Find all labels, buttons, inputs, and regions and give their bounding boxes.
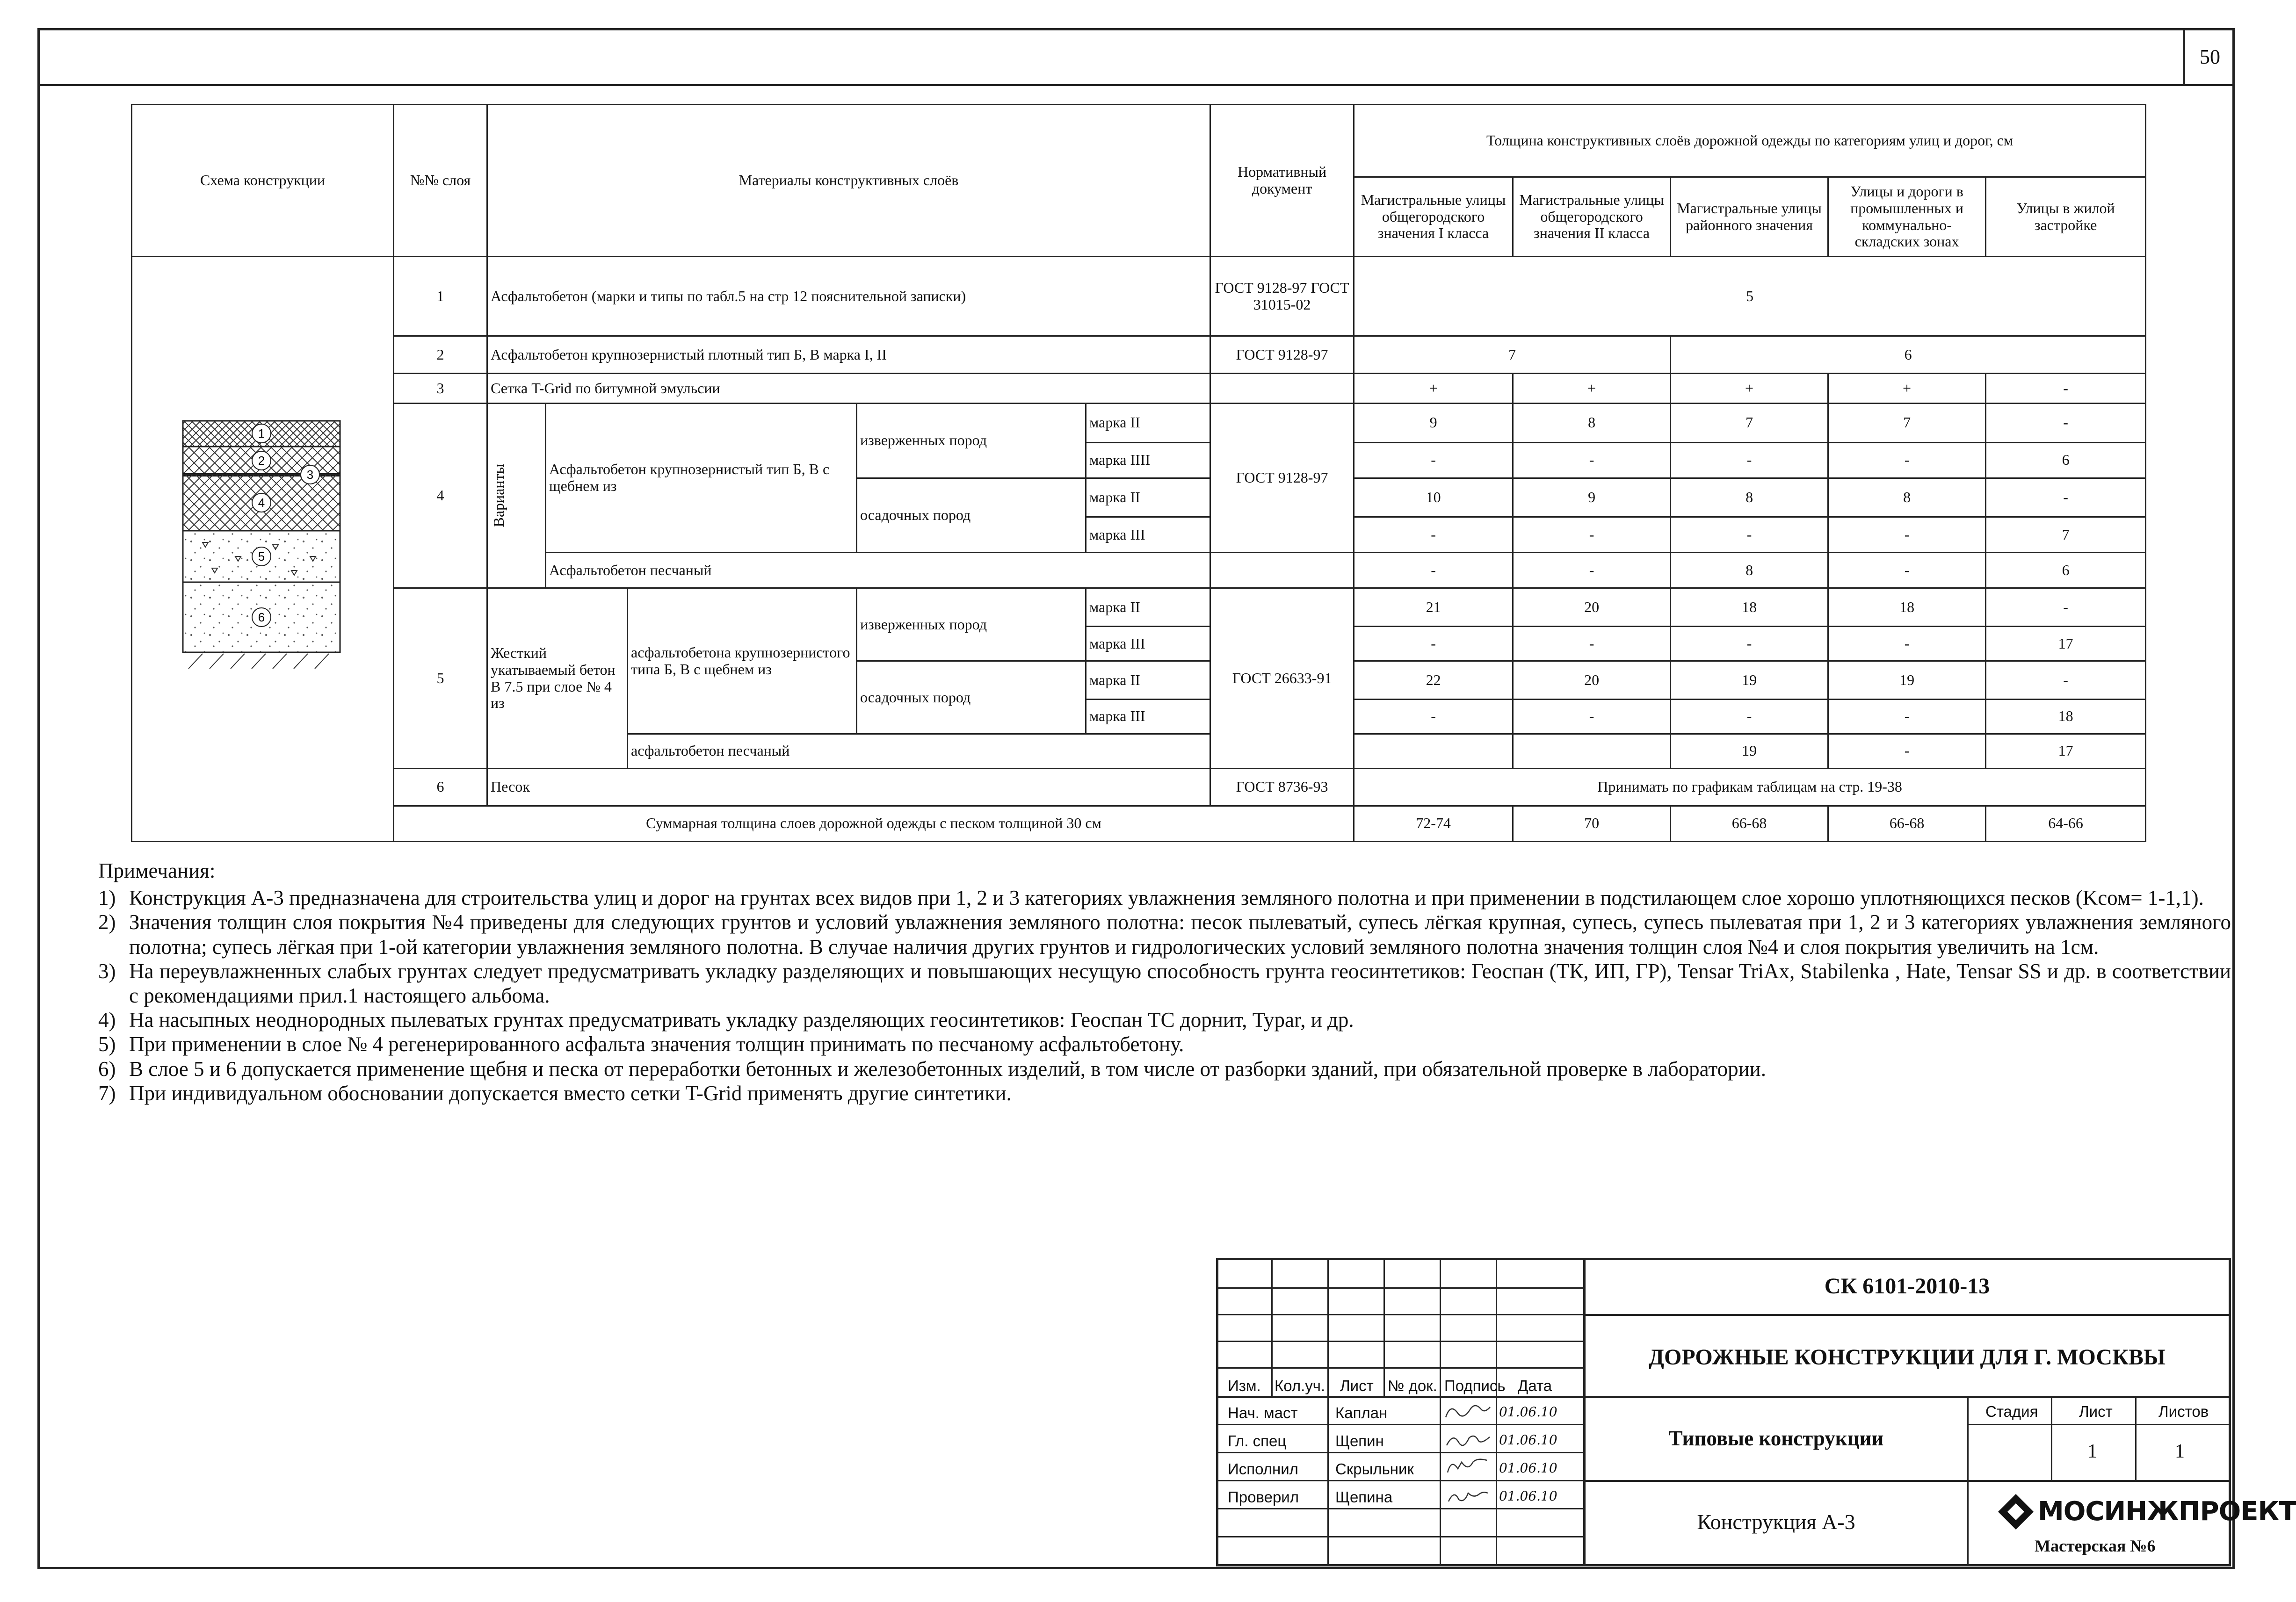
layer2-no: 2 xyxy=(394,336,487,374)
layer5-sub-material: асфальтобетона крупнозернистого типа Б, В с щебнем из xyxy=(628,588,857,734)
layer1-doc: ГОСТ 9128-97 ГОСТ 31015-02 xyxy=(1210,257,1354,336)
layer5-value: 21 xyxy=(1354,588,1513,627)
total-value: 66-68 xyxy=(1671,806,1828,841)
layer3-doc xyxy=(1210,374,1354,404)
note-item: 6) В слое 5 и 6 допускается применение щебня и песка от переработки бетонных и железобетонных изделий, в том числе от разборки зданий, при обязательной проверке в лаборатории. xyxy=(98,1057,1766,1081)
layer5-rock-igneous: изверженных пород xyxy=(857,588,1086,661)
tb-name: Щепина xyxy=(1335,1488,1393,1506)
header-norm-doc: Нормативный документ xyxy=(1210,105,1354,257)
layer5-grade: марка II xyxy=(1086,588,1210,627)
tb-date: 01.06.10 xyxy=(1499,1404,1557,1420)
layer4-value: - xyxy=(1828,517,1986,553)
tb-col-header: № док. xyxy=(1388,1377,1437,1394)
layer4-value: - xyxy=(1513,517,1671,553)
layer4-variants: Варианты xyxy=(487,404,546,588)
tb-col-header: Дата xyxy=(1518,1377,1552,1394)
layer4-value: 6 xyxy=(1986,442,2146,478)
sheet-number: 1 xyxy=(2087,1441,2097,1462)
layer4-sand-value: - xyxy=(1354,553,1513,588)
layer5-value: - xyxy=(1513,627,1671,661)
tb-role: Исполнил xyxy=(1228,1460,1298,1478)
sheets-label: Листов xyxy=(2158,1403,2209,1420)
company-name: МОСИНЖПРОЕКТ xyxy=(2038,1496,2296,1527)
layer1-value: 5 xyxy=(1354,257,2146,336)
layer4-sand-label: Асфальтобетон песчаный xyxy=(546,553,1210,588)
layer4-value: 10 xyxy=(1354,478,1513,517)
layer5-sand-value: - xyxy=(1828,734,1986,768)
layer5-no: 5 xyxy=(394,588,487,768)
layer5-rock-sedimentary: осадочных пород xyxy=(857,661,1086,734)
layer5-value: - xyxy=(1513,699,1671,734)
top-border-line xyxy=(37,84,2235,86)
layer5-sand-value xyxy=(1354,734,1513,768)
tb-date: 01.06.10 xyxy=(1499,1432,1557,1448)
layer4-rock-sedimentary: осадочных пород xyxy=(857,478,1086,553)
layer4-value: - xyxy=(1986,478,2146,517)
layer5-value: - xyxy=(1671,699,1828,734)
layer2-value-a: 7 xyxy=(1354,336,1671,374)
layer4-sand-doc xyxy=(1210,553,1354,588)
layer5-value: 18 xyxy=(1986,699,2146,734)
layer4-value: - xyxy=(1671,442,1828,478)
construction-name: Конструкция А-3 xyxy=(1697,1510,1855,1534)
note-item: 7) При индивидуальном обосновании допускается вместо сетки T-Grid применять другие синтетики. xyxy=(98,1081,1012,1105)
tb-name: Скрыльник xyxy=(1335,1460,1414,1478)
layer4-grade: марка II xyxy=(1086,478,1210,517)
layer3-value: + xyxy=(1828,374,1986,404)
header-materials: Материалы конструктивных слоёв xyxy=(487,105,1210,257)
scheme-label-5: 5 xyxy=(258,549,265,563)
layer5-value: 17 xyxy=(1986,627,2146,661)
layer3-no: 3 xyxy=(394,374,487,404)
doc-title: ДОРОЖНЫЕ КОНСТРУКЦИИ ДЛЯ Г. МОСКВЫ xyxy=(1648,1345,2166,1370)
layer4-value: 7 xyxy=(1671,404,1828,443)
layer4-value: 8 xyxy=(1671,478,1828,517)
total-value: 64-66 xyxy=(1986,806,2146,841)
layer3-value: - xyxy=(1986,374,2146,404)
layer4-value: - xyxy=(1354,517,1513,553)
tb-col-header: Кол.уч. xyxy=(1275,1377,1325,1394)
layer4-value: 9 xyxy=(1513,478,1671,517)
layer5-value: 18 xyxy=(1671,588,1828,627)
layer5-value: - xyxy=(1986,588,2146,627)
layer6-material: Песок xyxy=(487,768,1210,806)
layers-table xyxy=(131,104,2146,842)
tb-col-header: Изм. xyxy=(1228,1377,1261,1394)
layer4-value: 7 xyxy=(1828,404,1986,443)
scheme-label-1: 1 xyxy=(258,426,265,440)
tb-name: Каплан xyxy=(1335,1404,1388,1422)
layer4-sand-value: - xyxy=(1828,553,1986,588)
tb-role: Гл. спец xyxy=(1228,1432,1287,1450)
header-category-1: Магистральные улицы общегородского значения I класса xyxy=(1354,177,1513,257)
layer3-value: + xyxy=(1354,374,1513,404)
layer4-sand-value: 6 xyxy=(1986,553,2146,588)
header-category-5: Улицы в жилой застройке xyxy=(1986,177,2146,257)
layer5-value: 22 xyxy=(1354,661,1513,700)
doc-code: СК 6101-2010-13 xyxy=(1824,1274,1990,1299)
total-label: Суммарная толщина слоев дорожной одежды с песком толщиной 30 см xyxy=(394,806,1354,841)
header-thickness-group: Толщина конструктивных слоёв дорожной одежды по категориям улиц и дорог, см xyxy=(1354,105,2146,177)
sheets-count: 1 xyxy=(2175,1441,2185,1462)
note-item: 2) Значения толщин слоя покрытия №4 приведены для следующих грунтов и условий увлажнения земляного полотна: песок пылеватый, супесь лёгкая крупная, супесь, супесь пылеватая при 1, 2 и 3 категориях увлажнения земляного полотна; супесь лёгкая при 1-ой категории увлажнения земляного полотна. В случае наличия других грунтов и гидрологических условий земляного полотна значения толщин слоя №4 и слоя покрытия увеличить на 1см. xyxy=(98,910,2231,959)
doc-subtitle: Типовые конструкции xyxy=(1668,1427,1884,1450)
layer4-doc: ГОСТ 9128-97 xyxy=(1210,404,1354,553)
layer6-value: Принимать по графикам таблицам на стр. 19-38 xyxy=(1354,768,2146,806)
layer5-value: 18 xyxy=(1828,588,1986,627)
layer4-material: Асфальтобетон крупнозернистый тип Б, В с щебнем из xyxy=(546,404,857,553)
stage-label: Стадия xyxy=(1985,1403,2038,1420)
workshop-name: Мастерская №6 xyxy=(2035,1537,2156,1555)
layer5-value: - xyxy=(1828,699,1986,734)
layer3-material: Сетка T-Grid по битумной эмульсии xyxy=(487,374,1210,404)
tb-role: Проверил xyxy=(1228,1488,1299,1506)
layer4-sand-value: 8 xyxy=(1671,553,1828,588)
signatures-image xyxy=(1442,1399,1494,1508)
scheme-label-2: 2 xyxy=(258,454,265,468)
page-number: 50 xyxy=(2183,28,2235,85)
note-item: 3) На переувлажненных слабых грунтах следует предусматривать укладку разделяющих и повышающих несущую способность грунта геосинтетиков: Геоспан (ТК, ИП, ГР), Tensar TriAx, Stabilenka , Hate, Tensar SS и др. в соответствии с рекомендациями прил.1 настоящего альбома. xyxy=(98,959,2231,1007)
layer4-grade: марка IIII xyxy=(1086,442,1210,478)
scheme-cell xyxy=(132,257,394,842)
layer5-value: 19 xyxy=(1671,661,1828,700)
layer6-no: 6 xyxy=(394,768,487,806)
layer2-doc: ГОСТ 9128-97 xyxy=(1210,336,1354,374)
layer5-value: 20 xyxy=(1513,661,1671,700)
tb-date: 01.06.10 xyxy=(1499,1460,1557,1476)
company-logo-icon xyxy=(1997,1493,2035,1530)
layer3-value: + xyxy=(1671,374,1828,404)
layer5-value: - xyxy=(1828,627,1986,661)
tb-date: 01.06.10 xyxy=(1499,1488,1557,1504)
layer4-value: 8 xyxy=(1513,404,1671,443)
header-category-4: Улицы и дороги в промышленных и коммунально-складских зонах xyxy=(1828,177,1986,257)
layer5-value: - xyxy=(1986,661,2146,700)
layer4-grade: марка III xyxy=(1086,517,1210,553)
tb-col-header: Лист xyxy=(1340,1377,1374,1394)
layer2-material: Асфальтобетон крупнозернистый плотный тип Б, В марка I, II xyxy=(487,336,1210,374)
total-value: 72-74 xyxy=(1354,806,1513,841)
sheet-label: Лист xyxy=(2079,1403,2113,1420)
layer5-sand-label: асфальтобетон песчаный xyxy=(628,734,1210,768)
layer5-value: - xyxy=(1354,699,1513,734)
layer5-value: - xyxy=(1354,627,1513,661)
scheme-label-4: 4 xyxy=(258,496,265,510)
layer4-value: - xyxy=(1828,442,1986,478)
layer5-sand-value: 17 xyxy=(1986,734,2146,768)
layer5-value: - xyxy=(1671,627,1828,661)
layer4-rock-igneous: изверженных пород xyxy=(857,404,1086,478)
layer5-grade: марка III xyxy=(1086,699,1210,734)
layer5-grade: марка II xyxy=(1086,661,1210,700)
layer4-no: 4 xyxy=(394,404,487,588)
header-category-3: Магистральные улицы районного значения xyxy=(1671,177,1828,257)
notes-heading: Примечания: xyxy=(98,859,216,882)
layer5-material: Жесткий укатываемый бетон В 7.5 при слое № 4 из xyxy=(487,588,628,768)
note-item: 5) При применении в слое № 4 регенерированного асфальта значения толщин принимать по песчаному асфальтобетону. xyxy=(98,1032,1184,1056)
layer4-value: 9 xyxy=(1354,404,1513,443)
note-item: 4) На насыпных неоднородных пылеватых грунтах предусматривать укладку разделяющих геосинтетиков: Геоспан ТС дорнит, Typar, и др. xyxy=(98,1008,1354,1032)
tb-col-header: Подпись xyxy=(1444,1377,1506,1394)
total-value: 66-68 xyxy=(1828,806,1986,841)
scheme-label-6: 6 xyxy=(258,610,265,624)
layer4-value: - xyxy=(1986,404,2146,443)
scheme-label-3: 3 xyxy=(306,468,314,482)
layer-scheme-diagram xyxy=(132,257,391,837)
tb-role: Нач. маст xyxy=(1228,1404,1298,1422)
title-block xyxy=(1216,1258,2296,1566)
header-category-2: Магистральные улицы общегородского значения II класса xyxy=(1513,177,1671,257)
layer5-value: 20 xyxy=(1513,588,1671,627)
layer4-sand-value: - xyxy=(1513,553,1671,588)
layer5-sand-value xyxy=(1513,734,1671,768)
layer1-no: 1 xyxy=(394,257,487,336)
layer4-value: - xyxy=(1513,442,1671,478)
layer3-value: + xyxy=(1513,374,1671,404)
layer5-sand-value: 19 xyxy=(1671,734,1828,768)
layer5-grade: марка III xyxy=(1086,627,1210,661)
tb-name: Щепин xyxy=(1335,1432,1384,1450)
layer4-grade: марка II xyxy=(1086,404,1210,443)
layer4-value: - xyxy=(1671,517,1828,553)
note-item: 1) Конструкция А-3 предназначена для строительства улиц и дорог на грунтах всех видов при 1, 2 и 3 категориях увлажнения земляного полотна и при применении в подстилающем слое хорошо уплотняющихся песков (Kсом= 1-1,1). xyxy=(98,886,2204,910)
header-layer-no: №№ слоя xyxy=(394,105,487,257)
notes-section xyxy=(98,859,2231,1105)
layer2-value-b: 6 xyxy=(1671,336,2146,374)
total-value: 70 xyxy=(1513,806,1671,841)
layer4-value: 8 xyxy=(1828,478,1986,517)
layer4-value: 7 xyxy=(1986,517,2146,553)
layer5-value: 19 xyxy=(1828,661,1986,700)
layer4-value: - xyxy=(1354,442,1513,478)
layer6-doc: ГОСТ 8736-93 xyxy=(1210,768,1354,806)
layer1-material: Асфальтобетон (марки и типы по табл.5 на стр 12 пояснительной записки) xyxy=(487,257,1210,336)
layer5-doc: ГОСТ 26633-91 xyxy=(1210,588,1354,768)
header-scheme: Схема конструкции xyxy=(132,105,394,257)
